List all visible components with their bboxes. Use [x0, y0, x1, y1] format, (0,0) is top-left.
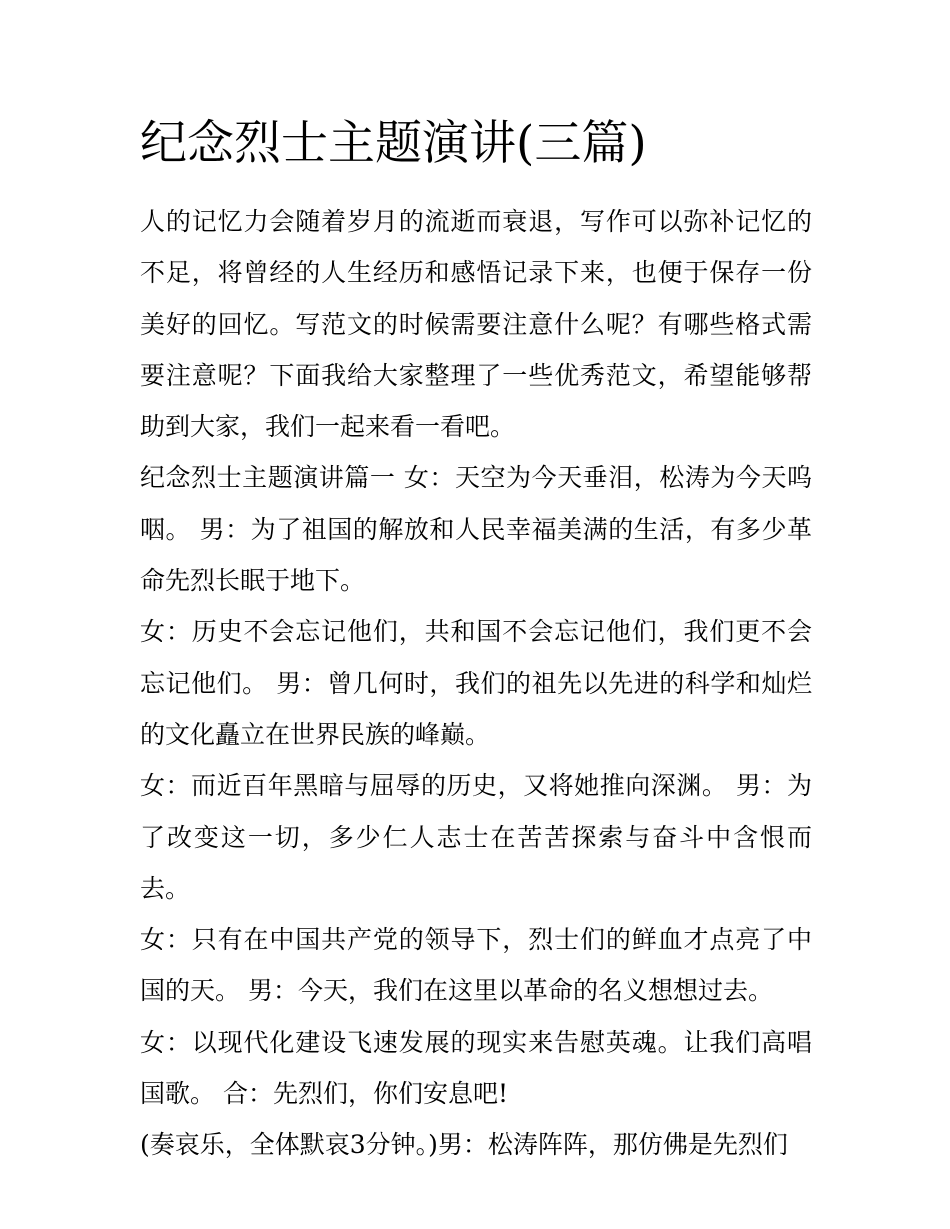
paragraph-speech-2: 女：历史不会忘记他们，共和国不会忘记他们，我们更不会忘记他们。 男：曾几何时，我们的祖先以先进的科学和灿烂的文化矗立在世界民族的峰巅。	[140, 617, 812, 749]
paragraph-speech-6: (奏哀乐，全体默哀3分钟。)男：松涛阵阵，那仿佛是先烈们	[140, 1130, 788, 1160]
paragraph-speech-5: 女：以现代化建设飞速发展的现实来告慰英魂。让我们高唱国歌。 合：先烈们，你们安息吧!	[140, 1027, 812, 1109]
paragraph-speech-4: 女：只有在中国共产党的领导下，烈士们的鲜血才点亮了中国的天。 男：今天，我们在这里以革命的名义想想过去。	[140, 925, 812, 1006]
paragraph-speech-1: 纪念烈士主题演讲篇一 女：天空为今天垂泪，松涛为今天呜咽。 男：为了祖国的解放和人民幸福美满的生活，有多少革命先烈长眠于地下。	[140, 463, 812, 596]
paragraph-intro: 人的记忆力会随着岁月的流逝而衰退，写作可以弥补记忆的不足，将曾经的人生经历和感悟记录下来，也便于保存一份美好的回忆。写范文的时候需要注意什么呢？有哪些格式需要注意呢？下面我给大家整理了一些优秀范文，希望能够帮助到大家，我们一起来看一看吧。	[140, 207, 812, 442]
document-title: 纪念烈士主题演讲(三篇)	[140, 116, 647, 171]
paragraph-speech-3: 女：而近百年黑暗与屈辱的历史，又将她推向深渊。 男：为了改变这一切，多少仁人志士在苦苦探索与奋斗中含恨而去。	[140, 771, 812, 903]
document-body	[140, 196, 812, 1171]
